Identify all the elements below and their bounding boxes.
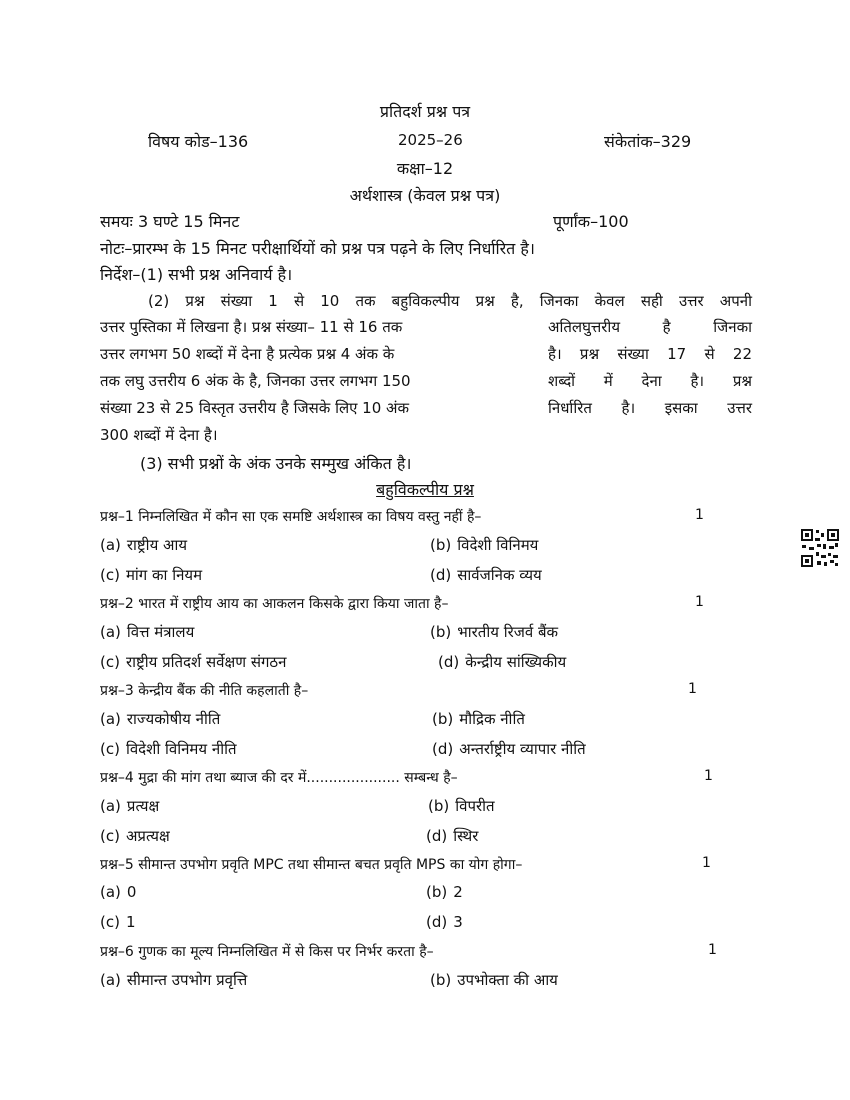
question-4-option-b: (b) विपरीत: [428, 797, 495, 815]
instruction-2-left-1: उत्तर पुस्तिका में लिखना है। प्रश्न संख्या– 11 से 16 तक: [100, 318, 403, 336]
paper-title: प्रतिदर्श प्रश्न पत्र: [379, 102, 471, 121]
question-5-text: प्रश्न–5 सीमान्त उपभोग प्रवृति MPC तथा सीमान्त बचत प्रवृति MPS का योग होगा–: [100, 857, 523, 873]
question-2-text: प्रश्न–2 भारत में राष्ट्रीय आय का आकलन किसके द्वारा किया जाता है–: [100, 596, 449, 612]
subject-code: विषय कोड–136: [148, 132, 249, 151]
question-5-option-a: (a) 0: [100, 883, 137, 901]
question-1-option-c: (c) मांग का नियम: [100, 566, 203, 584]
question-1-option-d: (d) सार्वजनिक व्यय: [430, 566, 542, 584]
section-title: बहुविकल्पीय प्रश्न: [376, 480, 474, 499]
question-2-option-b: (b) भारतीय रिजर्व बैंक: [430, 623, 559, 641]
instruction-2-lead: (2) प्रश्न संख्या 1 से 10 तक बहुविकल्पीय प्रश्न है, जिनका केवल सही उत्तर अपनी: [148, 292, 752, 310]
instruction-2-left-4: संख्या 23 से 25 विस्तृत उत्तरीय है जिसके लिए 10 अंक: [100, 399, 410, 417]
instruction-2-right-3: शब्दों में देना है। प्रश्न: [548, 372, 752, 390]
instruction-2-left-2: उत्तर लगभग 50 शब्दों में देना है प्रत्येक प्रश्न 4 अंक के: [100, 345, 395, 363]
question-5-marks: 1: [702, 855, 711, 871]
question-1-text: प्रश्न–1 निम्नलिखित में कौन सा एक समष्टि अर्थशास्त्र का विषय वस्तु नहीं है–: [100, 509, 482, 525]
question-6-marks: 1: [708, 942, 717, 958]
max-marks: पूर्णांक–100: [553, 212, 629, 231]
question-6-option-b: (b) उपभोक्ता की आय: [430, 971, 558, 989]
question-2-option-d: (d) केन्द्रीय सांख्यिकीय: [438, 653, 567, 671]
instruction-2-right-1: अतिलघुत्तरीय है जिनका: [548, 318, 752, 336]
class-label: कक्षा–12: [396, 159, 454, 178]
question-4-option-c: (c) अप्रत्यक्ष: [100, 827, 170, 845]
question-6-text: प्रश्न–6 गुणक का मूल्य निम्नलिखित में से किस पर निर्भर करता है–: [100, 944, 434, 960]
instruction-1: निर्देश–(1) सभी प्रश्न अनिवार्य है।: [100, 265, 293, 284]
question-5-option-d: (d) 3: [426, 913, 463, 931]
question-3-text: प्रश्न–3 केन्द्रीय बैंक की नीति कहलाती है–: [100, 683, 309, 699]
question-1-marks: 1: [695, 507, 704, 523]
question-5-option-c: (c) 1: [100, 913, 136, 931]
question-4-option-a: (a) प्रत्यक्ष: [100, 797, 160, 815]
question-3-option-c: (c) विदेशी विनिमय नीति: [100, 740, 237, 758]
instruction-3: (3) सभी प्रश्नों के अंक उनके सम्मुख अंकित है।: [140, 454, 412, 473]
instruction-2-right-4: निर्धारित है। इसका उत्तर: [548, 399, 752, 417]
instruction-2-left-5: 300 शब्दों में देना है।: [100, 426, 218, 444]
question-6-option-a: (a) सीमान्त उपभोग प्रवृत्ति: [100, 971, 248, 989]
question-4-option-d: (d) स्थिर: [426, 827, 479, 845]
question-5-option-b: (b) 2: [426, 883, 463, 901]
question-1-option-a: (a) राष्ट्रीय आय: [100, 536, 188, 554]
question-3-option-a: (a) राज्यकोषीय नीति: [100, 710, 221, 728]
note-text: नोटः–प्रारम्भ के 15 मिनट परीक्षार्थियों को प्रश्न पत्र पढ़ने के लिए निर्धारित है।: [100, 239, 535, 258]
instruction-2-left-3: तक लघु उत्तरीय 6 अंक के है, जिनका उत्तर लगभग 150: [100, 372, 411, 390]
question-2-option-c: (c) राष्ट्रीय प्रतिदर्श सर्वेक्षण संगठन: [100, 653, 287, 671]
question-1-option-b: (b) विदेशी विनिमय: [430, 536, 539, 554]
academic-year: 2025–26: [398, 131, 463, 149]
time-allowed: समयः 3 घण्टे 15 मिनट: [100, 212, 240, 231]
question-3-option-d: (d) अन्तर्राष्ट्रीय व्यापार नीति: [432, 740, 586, 758]
code-number: संकेतांक–329: [604, 132, 692, 151]
question-2-marks: 1: [695, 594, 704, 610]
question-4-marks: 1: [704, 768, 713, 784]
question-3-option-b: (b) मौद्रिक नीति: [432, 710, 525, 728]
question-2-option-a: (a) वित्त मंत्रालय: [100, 623, 195, 641]
qr-code-icon: [800, 528, 840, 568]
subject-title: अर्थशास्त्र (केवल प्रश्न पत्र): [349, 186, 501, 205]
question-3-marks: 1: [688, 681, 697, 697]
question-4-text: प्रश्न–4 मुद्रा की मांग तथा ब्याज की दर में..................... सम्बन्ध है–: [100, 770, 458, 786]
instruction-2-right-2: है। प्रश्न संख्या 17 से 22: [548, 345, 752, 363]
